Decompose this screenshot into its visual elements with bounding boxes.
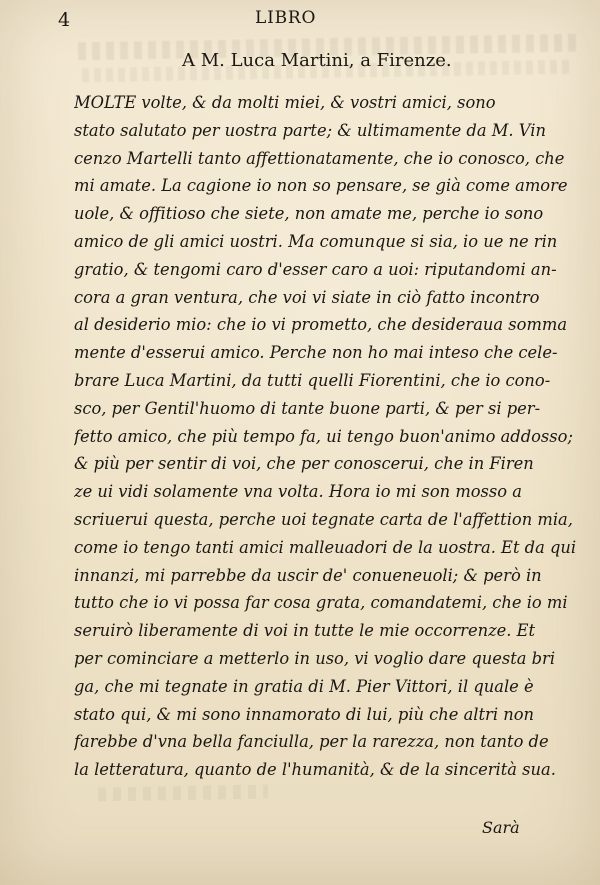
text-line: la letteratura, quanto de l'humanità, & de la sincerità sua.	[74, 760, 556, 780]
text-line: mente d'esserui amico. Perche non ho mai inteso che cele-	[74, 343, 558, 363]
text-line: al desiderio mio: che io vi prometto, che desideraua somma	[74, 315, 568, 335]
text-line: cenzo Martelli tanto affettionatamente, che io conosco, che	[74, 148, 565, 168]
text-line: per cominciare a metterlo in uso, vi voglio dare questa bri	[74, 648, 556, 668]
page-header	[0, 0, 600, 40]
text-line: & più per sentir di voi, che per conoscerui, che in Firen	[74, 454, 534, 474]
text-line: MOLTE volte, & da molti miei, & vostri amici, sono	[74, 93, 496, 112]
text-line: stato salutato per uostra parte; & ultimamente da M. Vin	[74, 120, 546, 140]
bleed-line-3	[98, 785, 268, 802]
text-line: mi amate. La cagione io non so pensare, se già come amore	[74, 176, 568, 196]
text-line: stato qui, & mi sono innamorato di lui, più che altri non	[74, 704, 534, 724]
text-line: cora a gran ventura, che voi vi siate in ciò fatto incontro	[74, 287, 540, 307]
letter-salutation: A M. Luca Martini, a Firenze.	[182, 50, 452, 71]
text-line: brare Luca Martini, da tutti quelli Fiorentini, che io cono-	[74, 370, 551, 390]
catchword: Sarà	[482, 818, 520, 837]
text-line: innanzi, mi parrebbe da uscir de' conueneuoli; & però in	[74, 565, 542, 585]
text-line: farebbe d'vna bella fanciulla, per la rarezza, non tanto de	[74, 732, 549, 752]
text-line: tutto che io vi possa far cosa grata, comandatemi, che io mi	[74, 593, 568, 613]
text-line: ga, che mi tegnate in gratia di M. Pier Vittori, il quale è	[74, 676, 534, 696]
text-line: come io tengo tanti amici malleuadori de la uostra. Et da qui	[74, 537, 577, 557]
text-line: fetto amico, che più tempo fa, ui tengo buon'animo addosso;	[74, 426, 573, 446]
text-line: sco, per Gentil'huomo di tante buone parti, & per si per-	[74, 398, 541, 418]
running-head: LIBRO	[255, 8, 317, 28]
text-line: seruirò liberamente di voi in tutte le mie occorrenze. Et	[74, 621, 536, 641]
page-number: 4	[58, 9, 71, 31]
text-line: scriuerui questa, perche uoi tegnate carta de l'affettion mia,	[74, 509, 573, 529]
text-line: uole, & offitioso che siete, non amate me, perche io sono	[74, 204, 544, 224]
text-line: gratio, & tengomi caro d'esser caro a uoi: riputandomi an-	[74, 259, 557, 279]
letter-body	[74, 89, 579, 784]
text-line: amico de gli amici uostri. Ma comunque si sia, io ue ne rin	[74, 231, 558, 251]
text-line: ze ui vidi solamente vna volta. Hora io mi son mosso a	[74, 482, 522, 502]
